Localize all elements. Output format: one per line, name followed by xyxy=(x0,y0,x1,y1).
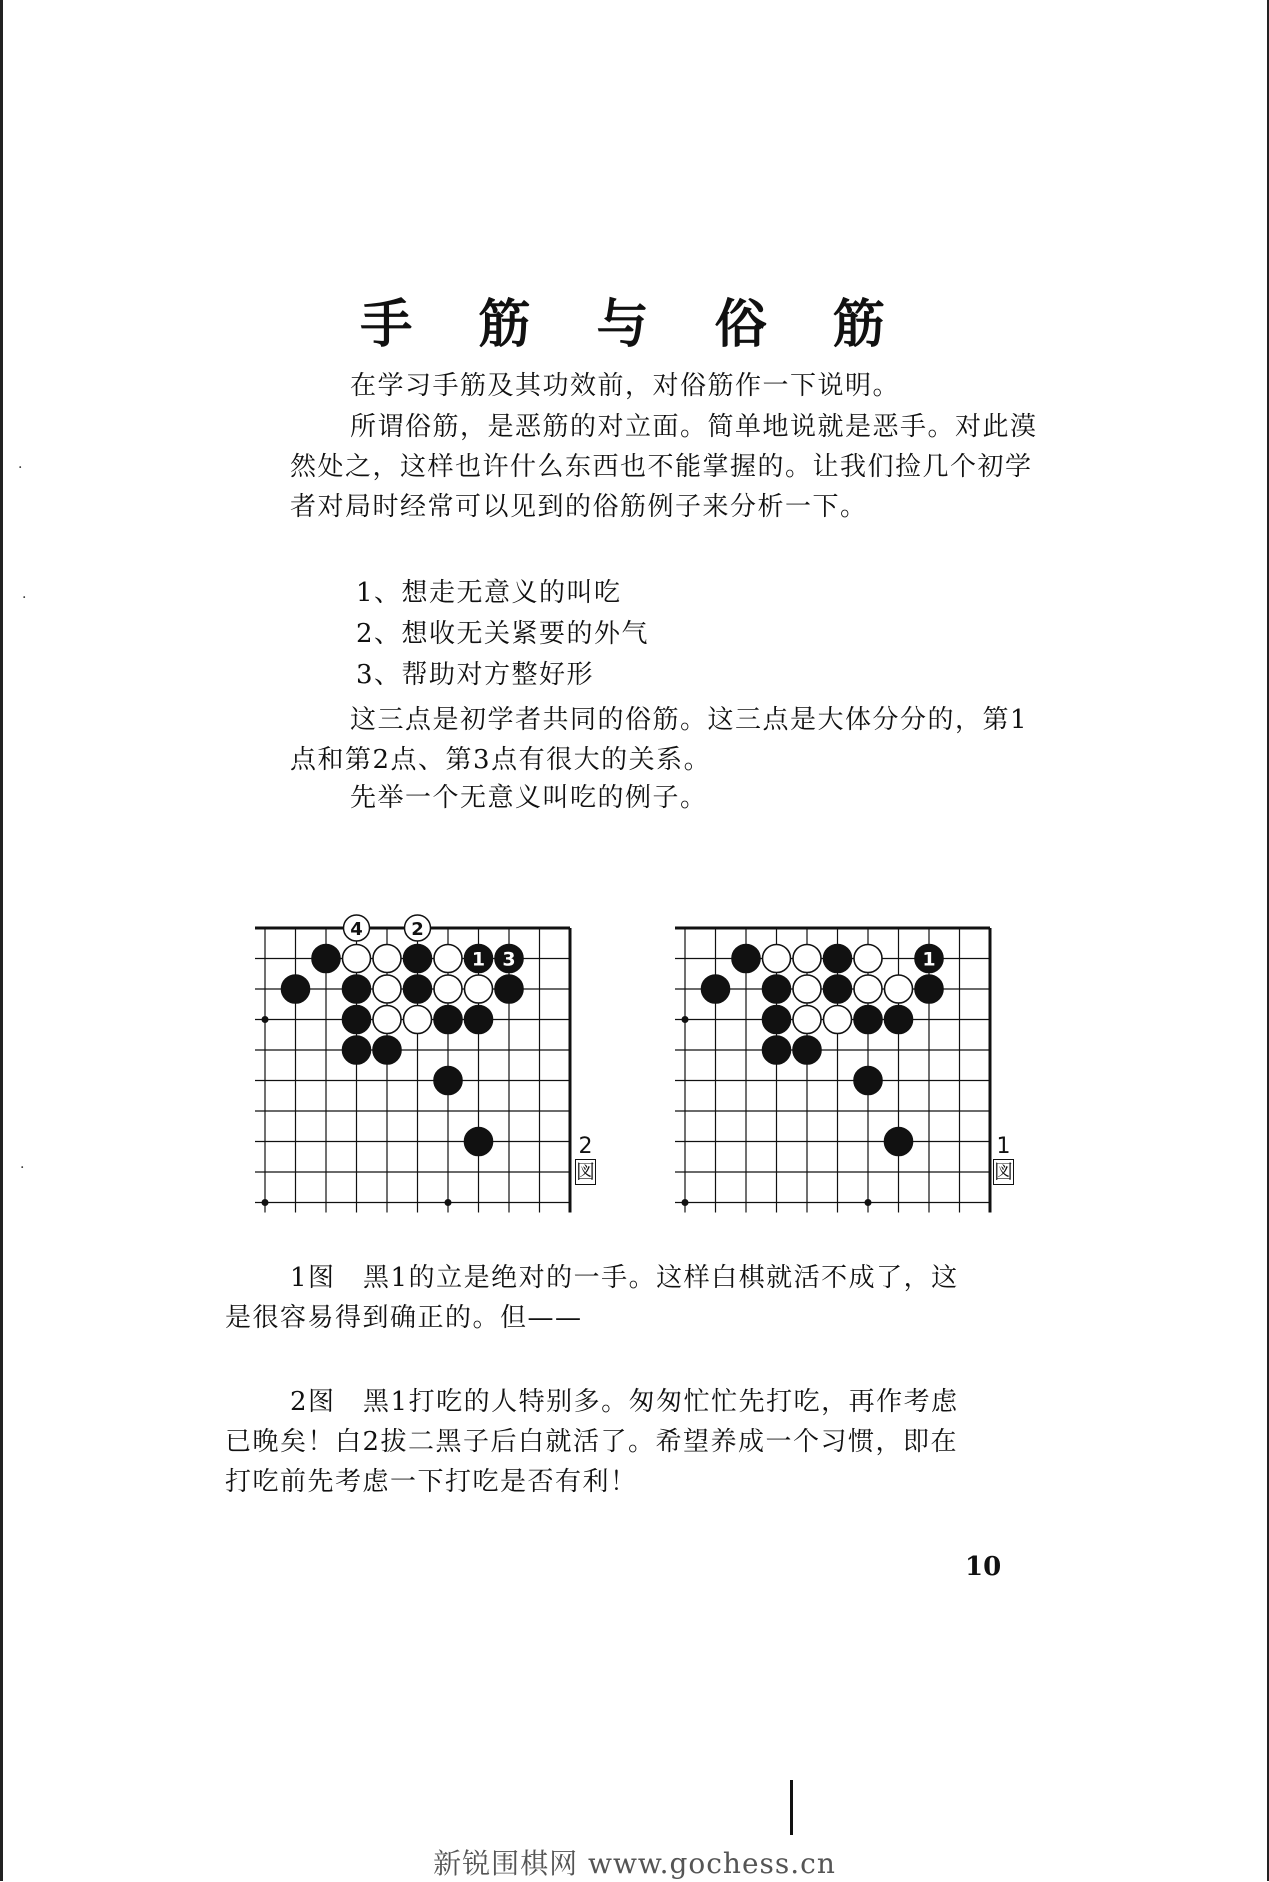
caption-figure-1: 1图 黑1的立是绝对的一手。这样白棋就活不成了，这是很容易得到确正的。但—— xyxy=(225,1263,959,1333)
go-diagram-1 xyxy=(675,910,995,1220)
white-stone xyxy=(373,1006,401,1034)
white-stone xyxy=(793,975,821,1003)
margin-dot: · xyxy=(22,590,27,606)
black-stone xyxy=(434,1006,462,1034)
move-number-label: 2 xyxy=(411,919,424,940)
star-point xyxy=(865,1199,872,1206)
figure-2-label xyxy=(575,1135,596,1185)
black-stone xyxy=(404,945,432,973)
black-stone xyxy=(793,1036,821,1064)
white-stone xyxy=(465,975,493,1003)
black-stone xyxy=(404,975,432,1003)
watermark-footer: 新锐围棋网 www.gochess.cn xyxy=(433,1847,836,1880)
black-stone xyxy=(824,975,852,1003)
list-item: 2、想收无关紧要的外气 xyxy=(356,619,650,649)
black-stone xyxy=(282,975,310,1003)
black-stone xyxy=(915,975,943,1003)
intro-paragraph-1: 在学习手筋及其功效前，对俗筋作一下说明。 xyxy=(350,371,901,401)
move-number-label: 3 xyxy=(502,948,516,971)
black-stone xyxy=(824,945,852,973)
white-stone xyxy=(434,945,462,973)
black-stone xyxy=(373,1036,401,1064)
caption-figure-2: 2图 黑1打吃的人特别多。匆匆忙忙先打吃，再作考虑已晚矣！白2拔二黑子后白就活了。希望养成一个习惯，即在打吃前先考虑一下打吃是否有利！ xyxy=(225,1387,959,1497)
page-title: 手 筋 与 俗 筋 xyxy=(360,295,909,355)
black-stone xyxy=(465,1006,493,1034)
figure-1-char: 図 xyxy=(994,1161,1014,1183)
black-stone xyxy=(885,1006,913,1034)
example-intro: 先举一个无意义叫吃的例子。 xyxy=(350,783,708,813)
margin-dot: · xyxy=(18,460,23,476)
black-stone xyxy=(763,1036,791,1064)
black-stone xyxy=(343,1036,371,1064)
black-stone xyxy=(885,1128,913,1156)
figure-2-number: 2 xyxy=(578,1134,593,1159)
white-stone xyxy=(373,975,401,1003)
black-stone xyxy=(465,1128,493,1156)
figure-1-label xyxy=(993,1135,1014,1185)
page-number: 10 xyxy=(965,1552,1002,1582)
white-stone xyxy=(854,975,882,1003)
white-stone xyxy=(824,1006,852,1034)
figure-2-char: 図 xyxy=(576,1161,596,1183)
white-stone xyxy=(793,945,821,973)
margin-dot: · xyxy=(20,1160,25,1176)
black-stone xyxy=(343,975,371,1003)
scan-artifact-bar xyxy=(790,1780,793,1835)
black-stone xyxy=(495,975,523,1003)
move-number-label: 1 xyxy=(471,948,486,971)
black-stone xyxy=(343,1006,371,1034)
black-stone xyxy=(732,945,760,973)
white-stone xyxy=(763,945,791,973)
summary-paragraph: 这三点是初学者共同的俗筋。这三点是大体分分的，第1点和第2点、第3点有很大的关系。 xyxy=(290,705,1029,775)
move-number-label: 1 xyxy=(922,948,936,971)
move-number-label: 4 xyxy=(350,919,363,940)
point-list xyxy=(356,573,649,696)
go-diagram-2 xyxy=(255,910,575,1220)
list-item: 3、帮助对方整好形 xyxy=(356,660,595,690)
white-stone xyxy=(854,945,882,973)
star-point xyxy=(262,1016,269,1023)
white-stone xyxy=(793,1006,821,1034)
white-stone xyxy=(434,975,462,1003)
star-point xyxy=(262,1199,269,1206)
star-point xyxy=(682,1016,689,1023)
white-stone xyxy=(343,945,371,973)
black-stone xyxy=(763,1006,791,1034)
figure-1-number: 1 xyxy=(996,1134,1011,1159)
black-stone xyxy=(702,975,730,1003)
black-stone xyxy=(312,945,340,973)
intro-paragraph-2: 所谓俗筋，是恶筋的对立面。简单地说就是恶手。对此漠然处之，这样也许什么东西也不能掌握的。让我们捡几个初学者对局时经常可以见到的俗筋例子来分析一下。 xyxy=(290,412,1038,522)
black-stone xyxy=(763,975,791,1003)
black-stone xyxy=(854,1067,882,1095)
white-stone xyxy=(373,945,401,973)
black-stone xyxy=(434,1067,462,1095)
white-stone xyxy=(885,975,913,1003)
star-point xyxy=(445,1199,452,1206)
star-point xyxy=(682,1199,689,1206)
white-stone xyxy=(404,1006,432,1034)
black-stone xyxy=(854,1006,882,1034)
list-item: 1、想走无意义的叫吃 xyxy=(356,578,622,608)
